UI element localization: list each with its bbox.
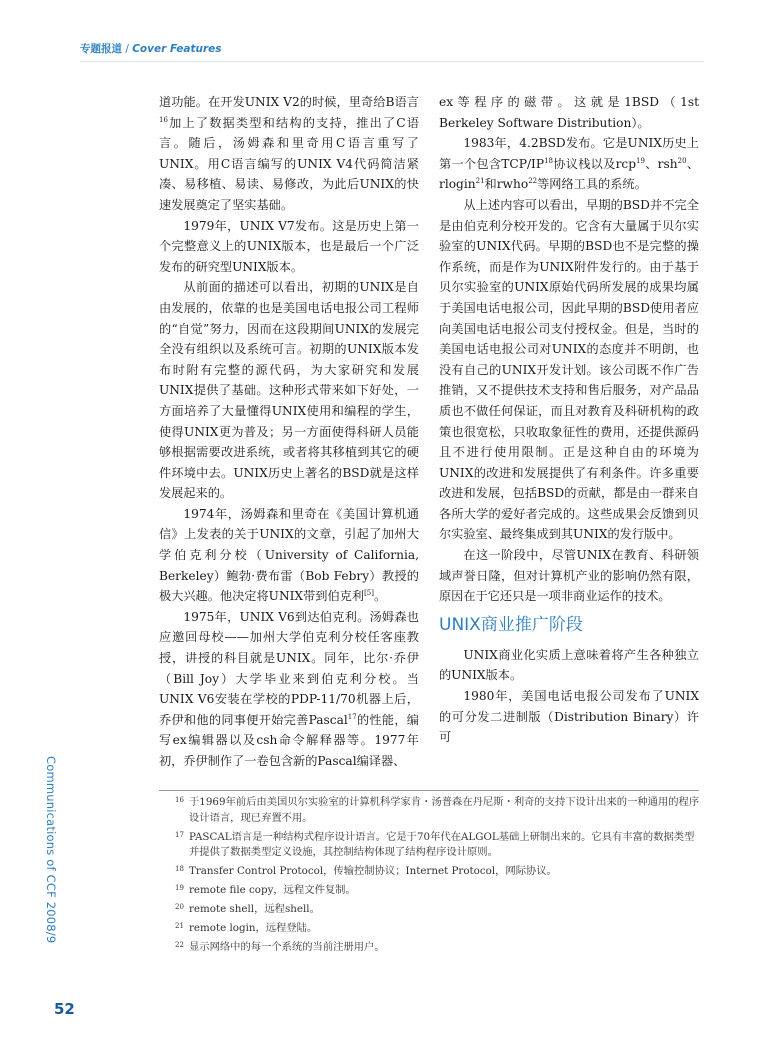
footnote-number: 16 [175, 796, 184, 804]
footnote-number: 17 [175, 830, 184, 839]
footnote-text: PASCAL语言是一种结构式程序设计语言。它是于70年代在ALGOL基础上研制出来的。它具有丰富的数据类型并提供了数据类型定义设施，其控制结构体现了结构程序设计原则。 [189, 830, 695, 858]
footnote-number: 22 [175, 941, 184, 949]
page-number: 52 [54, 1000, 75, 1018]
footnote-text: Transfer Control Protocol，传输控制协议；Internet Protocol，网际协议。 [189, 865, 557, 877]
footnote [159, 940, 704, 956]
paragraph: 1974年，汤姆森和里奇在《美国计算机通信》上发表的关于UNIX的文章，引起了加州大学伯克利分校（University of California, Berkeley）鲍勃·费布雷（Bob Febry）教授的极大兴趣。他决定将UNIX带到伯克利[5]。 [159, 506, 419, 604]
footnotes [159, 795, 704, 959]
footnote-number: 20 [175, 903, 184, 911]
paragraph: 道功能。在开发UNIX V2的时候，里奇给B语言$^{16}$加上了数据类型和结构的支持，推出了C语言。随后，汤姆森和里奇用C语言重写了UNIX。用C语言编写的UNIX V4代码简洁紧凑、易移植、易读、易修改，为此后UNIX的快速发展奠定了坚实基础。 [159, 95, 419, 212]
footnote-number: 21 [175, 922, 184, 930]
left-column [159, 92, 419, 772]
paragraph: 1983年，4.2BSD发布。它是UNIX历史上第一个包含TCP/IP$^{18}$协议栈以及rcp$^{19}$、rsh$^{20}$、rlogin$^{21}$和rwho$^{22}$等网络工具的系统。 [439, 136, 700, 192]
footnote-ref: 19 [636, 156, 645, 165]
footnote-ref: 18 [544, 156, 553, 165]
footnote [159, 921, 704, 937]
journal-sidebar: Communications of CCF 2008/9 [44, 756, 58, 944]
footnote-ref: 16 [159, 115, 168, 124]
footnote-ref: 21 [475, 177, 485, 186]
footnote-text: remote login，远程登陆。 [189, 922, 318, 934]
paragraph: 在这一阶段中，尽管UNIX在教育、科研领域声誉日隆，但对计算机产业的影响仍然有限，原因在于它还只是一项非商业运作的技术。 [439, 548, 699, 604]
section-header [80, 41, 222, 56]
footnote-ref: 22 [528, 177, 538, 186]
citation-ref: [5] [364, 589, 374, 598]
paragraph: UNIX商业化实质上意味着将产生各种独立的UNIX版本。 [439, 647, 699, 683]
paragraph: 1980年，美国电话电报公司发布了UNIX的可分发二进制版（Distribution Binary）许可 [439, 689, 699, 745]
section-heading: UNIX商业推广阶段 [439, 614, 583, 635]
right-column [439, 92, 699, 748]
footnote-text: remote shell，远程shell。 [189, 903, 320, 915]
footnote-number: 18 [175, 865, 184, 873]
footnote-ref: 20 [677, 156, 687, 165]
section-subtitle: Cover Features [132, 43, 222, 55]
footnote [159, 864, 704, 880]
section-title: 专题报道 [80, 43, 122, 55]
header-separator: / [122, 43, 133, 55]
footnote-text: 于1969年前后由美国贝尔实验室的计算机科学家肯・汤普森在丹尼斯・利奇的支持下设计出来的一种通用的程序设计语言，现已弃置不用。 [189, 796, 700, 824]
footnote-ref: 17 [347, 712, 357, 721]
footnote-number: 19 [175, 884, 184, 892]
footnote-text: 显示网络中的每一个系统的当前注册用户。 [189, 941, 385, 953]
paragraph: 从前面的描述可以看出，初期的UNIX是自由发展的，依靠的也是美国电话电报公司工程师的“自觉”努力，因而在这段期间UNIX的发展完全没有组织以及系统可言。初期的UNIX版本发布时附有完整的源代码，为大家研究和发展UNIX提供了基础。这种形式带来如下好处，一方面培养了大量懂得UNIX使用和编程的学生，使得UNIX更为普及；另一方面使得科研人员能够根据需要改进系统，或者将其移植到其它的硬件环境中去。UNIX历史上著名的BSD就是这样发展起来的。 [159, 280, 419, 501]
paragraph: 1975年，UNIX V6到达伯克利。汤姆森也应邀回母校——加州大学伯克利分校任客座教授，讲授的科目就是UNIX。同年，比尔·乔伊（Bill Joy）大学毕业来到伯克利分校。当UNIX V6安装在学校的PDP-11/70机器上后，乔伊和他的同事便开始完善Pascal$^{17}$的性能，编写ex编辑器以及csh命令解释器等。1977年初，乔伊制作了一卷包含新的Pascal编译器、 [159, 609, 419, 768]
footnote [159, 902, 704, 918]
footnote [159, 795, 704, 826]
header-divider [80, 61, 704, 62]
paragraph: 1979年，UNIX V7发布。这是历史上第一个完整意义上的UNIX版本，也是最后一个广泛发布的研究型UNIX版本。 [159, 218, 419, 274]
paragraph: 从上述内容可以看出，早期的BSD并不完全是由伯克利分校开发的。它含有大量属于贝尔实验室的UNIX代码。早期的BSD也不是完整的操作系统，而是作为UNIX附件发行的。由于基于贝尔实验室的UNIX原始代码所发展的成果均属于美国电话电报公司，因此早期的BSD使用者应向美国电话电报公司支付授权金。但是，当时的美国电话电报公司对UNIX的态度并不明朗，也没有自己的UNIX开发计划。该公司既不作广告推销，又不提供技术支持和售后服务，对产品品质也不做任何保证，而且对教育及科研机构的政策也很宽松，只收取象征性的费用，还提供源码且不进行使用限制。正是这种自由的环境为UNIX的改进和发展提供了有利条件。许多重要改进和发展，包括BSD的贡献，都是由一群来自各所大学的爱好者完成的。这些成果会反馈到贝尔实验室、最终集成到其UNIX的发行版中。 [439, 197, 699, 542]
paragraph: ex等程序的磁带。这就是1BSD（1st Berkeley Software Distribution）。 [439, 95, 699, 130]
footnote [159, 883, 704, 899]
footnote-text: remote file copy，远程文件复制。 [189, 884, 356, 896]
footnote [159, 830, 704, 861]
footnote-divider [159, 790, 699, 791]
